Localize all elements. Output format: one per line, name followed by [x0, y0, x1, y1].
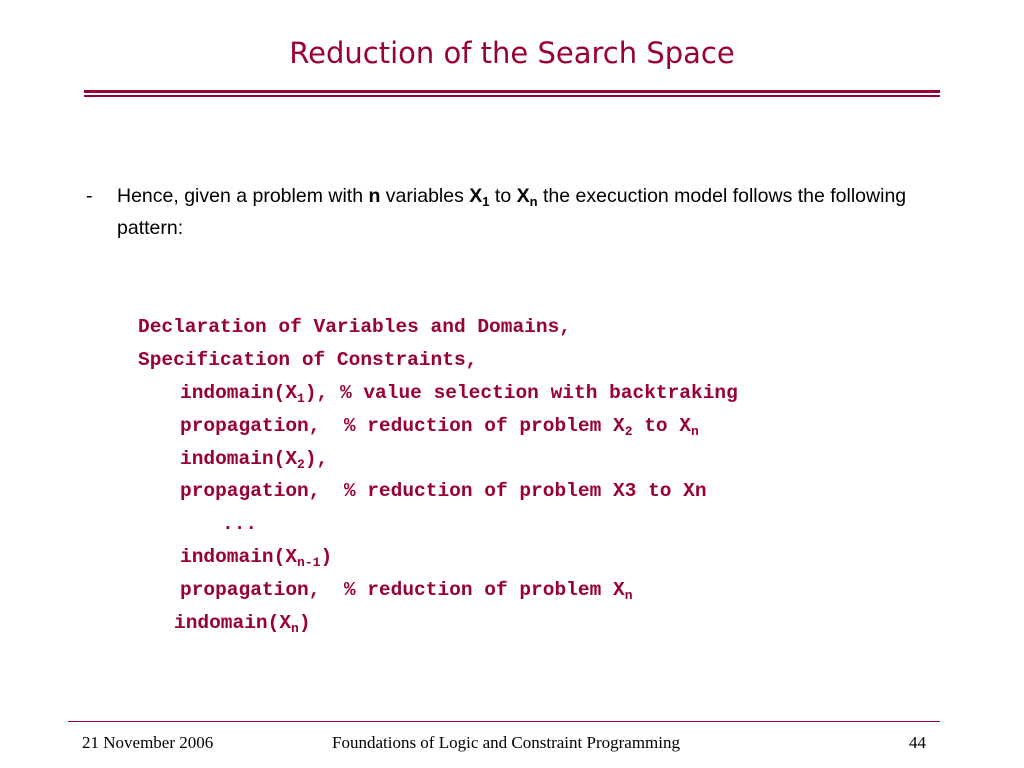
code-line-indomain-2: $indomain(X_2)$, [180, 448, 329, 472]
variable-n: n [368, 185, 381, 207]
slide-title: Reduction of the Search Space [289, 36, 735, 70]
code-line-declaration: Declaration of Variables and Domains, [138, 316, 571, 338]
code-line-specification: Specification of Constraints, [138, 349, 478, 371]
bullet-text-part: to [489, 185, 517, 207]
code-line-ellipsis: ... [222, 513, 258, 535]
bullet-text-part: Hence, given a problem with [117, 185, 369, 207]
footer-rule [68, 721, 940, 722]
footer-course-title: Foundations of Logic and Constraint Programming [332, 733, 680, 752]
code-line-propagation-n: propagation, % reduction of problem $X_n$ [180, 579, 633, 603]
bullet-text-part: the execuction model follows the following pattern: [117, 185, 907, 239]
bullet-dash: - [86, 185, 93, 207]
bullet-text-part: variables [380, 185, 470, 207]
code-line-propagation-1: propagation, % reduction of problem $X_2$ to $X_n$ [180, 415, 699, 439]
footer-date: 21 November 2006 [82, 733, 214, 752]
page-number: 44 [909, 733, 926, 752]
code-line-indomain-n: $indomain(X_n)$ [174, 612, 311, 636]
code-line-indomain-n-1: $indomain(X_{n-1})$ [180, 546, 333, 570]
code-line-propagation-2: propagation, % reduction of problem X3 to Xn [180, 480, 707, 502]
variable-x1: $X_1$ [469, 185, 490, 209]
variable-xn: $X_n$ [516, 185, 538, 209]
code-line-indomain-1: $indomain(X_1)$, % value selection with backtraking [180, 382, 738, 406]
